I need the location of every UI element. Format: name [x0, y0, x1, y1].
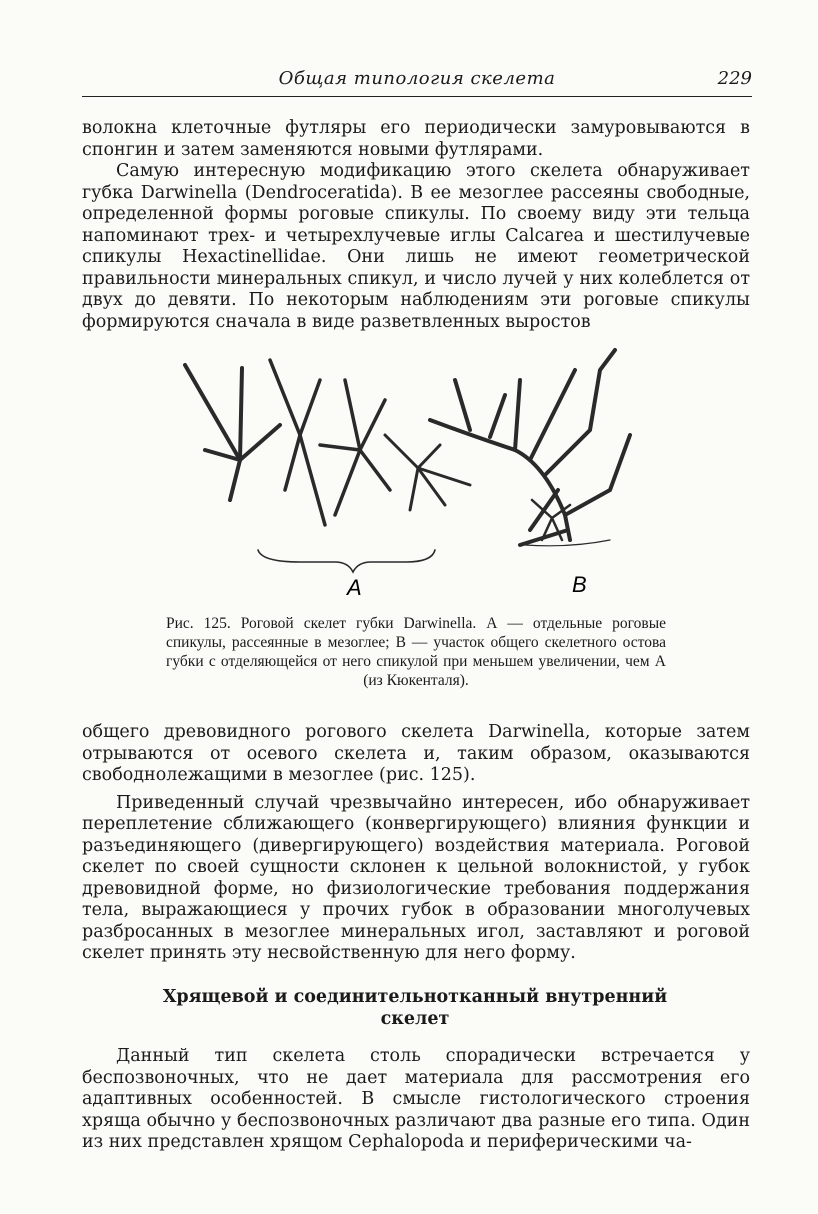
running-title: Общая типология скелета	[278, 68, 556, 89]
paragraph-cartilage: Данный тип скелета столь спорадически встречается у беспозвоночных, что не дает материала для рассмотрения его адаптивных особенностей. В смысле гистологического строения хряща обычно у беспозвоночных различают два разные его типа. Один из них представлен хрящом Cephalopoda и периферическими ча-	[82, 1046, 750, 1152]
spicule-4	[385, 435, 470, 510]
section-heading: Хрящевой и соединительнотканный внутренний скелет	[162, 987, 668, 1029]
spicule-1	[185, 365, 280, 500]
page-number: 229	[717, 68, 752, 89]
figure-label-b: В	[572, 572, 587, 597]
running-header	[82, 66, 752, 97]
figure-label-a: А	[347, 575, 362, 600]
paragraph-convergence: Приведенный случай чрезвычайно интересен, ибо обнаруживает переплетение сближающего (конвергирующего) влияния функции и разъединяющего (дивергирующего) воздействия материала. Роговой скелет по своей сущности склонен к цельной волокнистой, у губок древовидной форме, но физиологические требования поддержания тела, выражающиеся у прочих губок в образовании многолучевых разбросанных в мезоглее минеральных игол, заставляют и роговой скелет принять эту несвойственную для него форму.	[82, 792, 750, 963]
text-block-top	[82, 118, 750, 333]
spicule-2	[270, 360, 325, 525]
branching-skeleton	[430, 350, 630, 545]
figure-caption: Рис. 125. Роговой скелет губки Darwinella. А — отдельные роговые спикулы, рассеянные в мезоглее; В — участок общего скелетного остова губки с отделяющейся от него спикулой при меньшем увеличении, чем А (из Кюкенталя).	[166, 615, 666, 689]
text-block-bottom	[82, 1046, 750, 1154]
brace-a	[258, 550, 435, 572]
paragraph-continuation: волокна клеточные футляры его периодически замуровываются в спонгин и затем заменяются новыми футлярами.	[82, 118, 750, 160]
figure-125	[170, 340, 650, 610]
paragraph-darwinella: Самую интересную модификацию этого скелета обнаруживает губка Darwinella (Dendroceratida). В ее мезоглее рассеяны свободные, определенной формы роговые спикулы. По своему виду эти тельца напоминают трех- и четырехлучевые иглы Calcarea и шестилучевые спикулы Hexactinellidae. Они лишь не имеют геометрической правильности минеральных спикул, и число лучей у них колеблется от двух до девяти. По некоторым наблюдениям эти роговые спикулы формируются сначала в виде разветвленных выростов	[82, 161, 750, 332]
text-block-middle	[82, 722, 750, 965]
paragraph-after-figure: общего древовидного рогового скелета Darwinella, которые затем отрываются от осевого скелета и, таким образом, оказываются свободнолежащими в мезоглее (рис. 125).	[82, 722, 750, 785]
spicule-3	[320, 380, 390, 515]
figure-illustration	[170, 340, 650, 610]
